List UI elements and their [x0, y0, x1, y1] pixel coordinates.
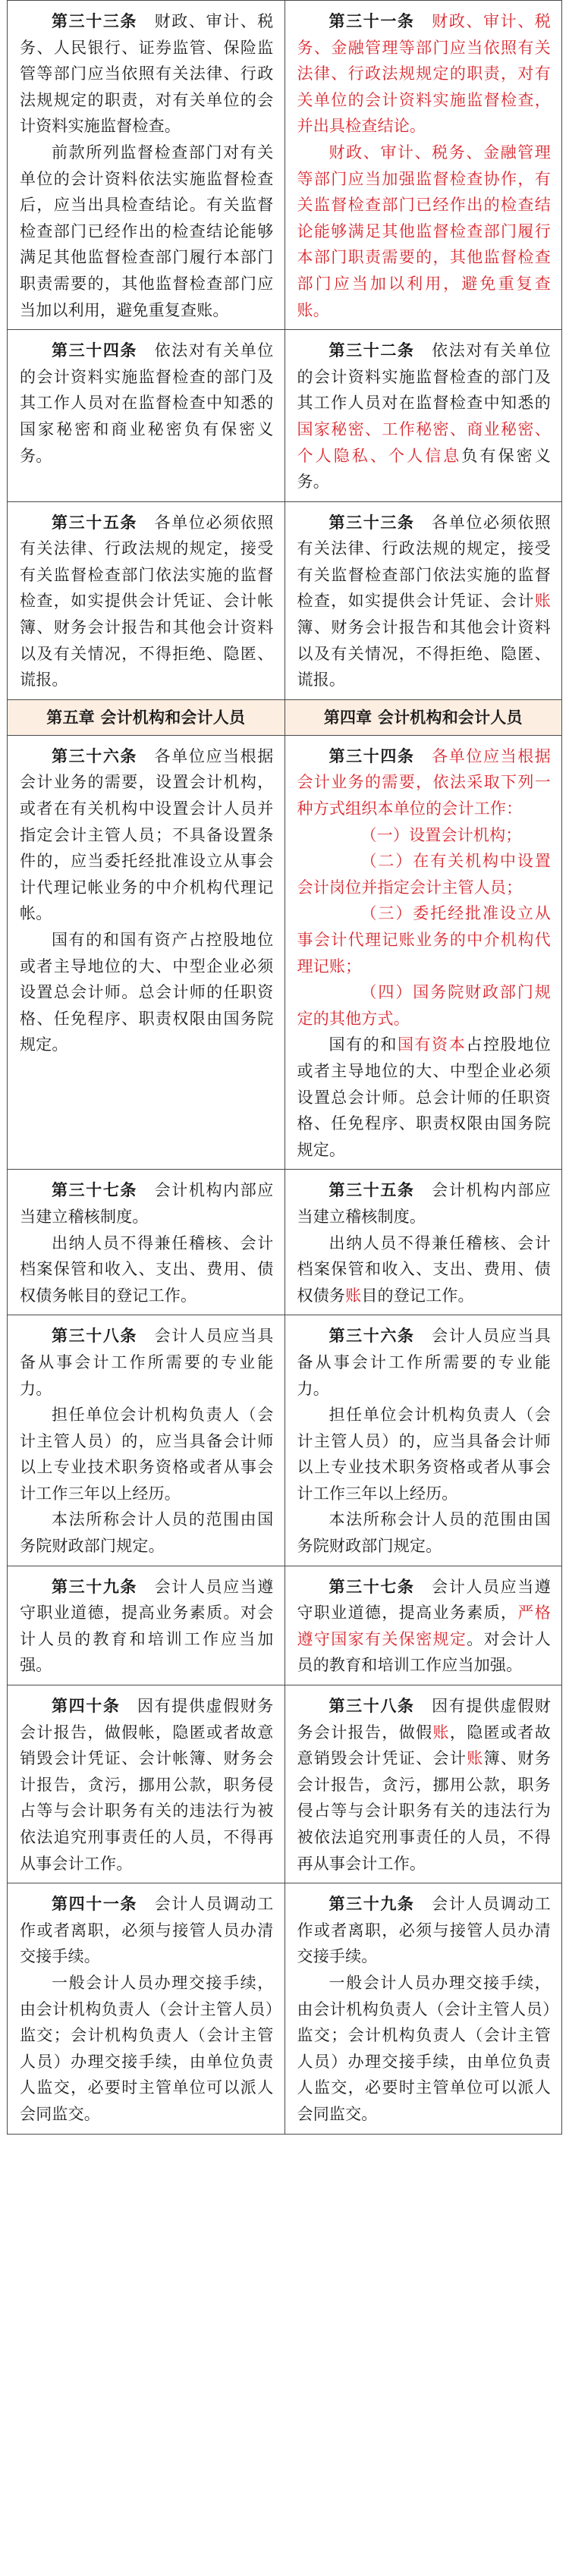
- new-law-cell: [284, 735, 562, 1170]
- amended-text: 账: [467, 1749, 484, 1768]
- clause-paragraph: [20, 1230, 274, 1309]
- article-number: 第四十条: [52, 1696, 121, 1716]
- amended-text: 账: [345, 1286, 362, 1305]
- clause-text: 国有的和国有资产占控股地位或者主导地位的大、中型企业必须设置总会计师。总会计师的任职资格、任免程序、职责权限由国务院规定。: [20, 931, 274, 1054]
- clause-text: 会计人员应当遵守职业道德，提高业务素质。对会计人员的教育和培训工作应当加强。: [20, 1577, 274, 1675]
- old-law-cell: [8, 735, 285, 1170]
- table-row: [8, 501, 562, 699]
- article-number: 第三十四条: [52, 341, 138, 360]
- old-law-cell: [8, 1, 285, 330]
- clause-text: ，隐匿或者故意销毁会计凭证、会计: [297, 1723, 552, 1768]
- clause-paragraph: [20, 338, 274, 469]
- clause-paragraph: [20, 1402, 274, 1506]
- clause-paragraph: [20, 1891, 274, 1970]
- new-law-cell: [284, 1883, 562, 2134]
- clause-text: 担任单位会计机构负责人（会计主管人员）的，应当具备会计师以上专业技术职务资格或者从事会计工作三年以上经历。: [20, 1406, 274, 1503]
- clause-paragraph: [20, 1323, 274, 1402]
- article-number: 第三十八条: [329, 1696, 415, 1716]
- clause-paragraph: [297, 8, 552, 140]
- clause-text: 因有提供虚假财务会计报告，做假: [297, 1697, 552, 1742]
- old-law-cell: [8, 1170, 285, 1315]
- clause-paragraph: [297, 1402, 552, 1506]
- clause-paragraph: [297, 979, 552, 1032]
- chapter-row: [8, 699, 562, 735]
- clause-text: 本法所称会计人员的范围由国务院财政部门规定。: [20, 1510, 274, 1556]
- table-row: [8, 1, 562, 330]
- clause-text: 各单位应当根据会计业务的需要，设置会计机构，或者在有关机构中设置会计人员并指定会计主管人员；不具备设置条件的，应当委托经批准设立从事会计代理记帐业务的中介机构代理记帐。: [20, 746, 274, 923]
- clause-text: 一般会计人员办理交接手续，由会计机构负责人（会计主管人员）监交；会计机构负责人（会计主管人员）办理交接手续，由单位负责人监交，必要时主管单位可以派人会同监交。: [297, 1973, 551, 2123]
- clause-text: 出纳人员不得兼任稽核、会计档案保管和收入、支出、费用、债权债务: [297, 1233, 551, 1305]
- clause-text: 出纳人员不得兼任稽核、会计档案保管和收入、支出、费用、债权债务帐目的登记工作。: [20, 1233, 274, 1305]
- clause-paragraph: [20, 510, 274, 693]
- clause-text: 会计人员应当具备从事会计工作所需要的专业能力。: [20, 1327, 274, 1398]
- clause-paragraph: [297, 1177, 552, 1230]
- new-law-cell: [284, 501, 562, 699]
- article-number: 第三十一条: [329, 11, 415, 30]
- clause-text: 会计人员调动工作或者离职，必须与接管人员办清交接手续。: [20, 1895, 274, 1966]
- article-number: 第三十七条: [329, 1576, 415, 1596]
- clause-paragraph: [20, 1693, 274, 1877]
- article-number: 第三十六条: [52, 746, 138, 765]
- clause-text: 担任单位会计机构负责人（会计主管人员）的，应当具备会计师以上专业技术职务资格或者从事会计工作三年以上经历。: [297, 1406, 551, 1503]
- new-law-cell: [284, 330, 562, 502]
- clause-paragraph: [297, 848, 552, 900]
- amended-text: （一）设置会计机构；: [360, 825, 522, 844]
- clause-text: 本法所称会计人员的范围由国务院财政部门规定。: [297, 1510, 551, 1556]
- clause-paragraph: [297, 1230, 552, 1309]
- article-number: 第三十八条: [52, 1326, 138, 1346]
- clause-text: 各单位必须依照有关法律、行政法规的规定，接受有关监督检查部门依法实施的监督检查，如实提供会计凭证、会计帐簿、财务会计报告和其他会计资料以及有关情况，不得拒绝、隐匿、谎报。: [20, 513, 274, 690]
- clause-text: 一般会计人员办理交接手续，由会计机构负责人（会计主管人员）监交；会计机构负责人（会计主管人员）办理交接手续，由单位负责人监交，必要时主管单位可以派人会同监交。: [20, 1973, 274, 2123]
- old-law-cell: [8, 1315, 285, 1566]
- clause-text: 国有的和: [329, 1035, 398, 1054]
- clause-paragraph: [20, 743, 274, 927]
- clause-paragraph: [297, 1032, 552, 1163]
- table-row: [8, 1315, 562, 1566]
- article-number: 第三十七条: [52, 1180, 138, 1200]
- article-number: 第三十三条: [329, 512, 415, 532]
- new-law-cell: [284, 1, 562, 330]
- article-number: 第三十四条: [329, 746, 415, 765]
- old-law-cell: [8, 501, 285, 699]
- old-law-cell: [8, 330, 285, 502]
- clause-text: 簿、财务会计报告和其他会计资料以及有关情况，不得拒绝、隐匿、谎报。: [297, 618, 551, 690]
- article-number: 第三十五条: [329, 1180, 415, 1200]
- table-row: [8, 1883, 562, 2134]
- clause-text: 占控股地位或者主导地位的大、中型企业必须设置总会计师。总会计师的任职资格、任免程序、职责权限由国务院规定。: [297, 1035, 551, 1159]
- clause-paragraph: [20, 1970, 274, 2128]
- article-number: 第三十九条: [329, 1894, 415, 1914]
- chapter-heading-row: [8, 699, 562, 735]
- clause-text: 。对会计人员的教育和培训工作应当加强。: [297, 1629, 552, 1675]
- new-law-cell: [284, 1170, 562, 1315]
- clause-paragraph: [20, 1177, 274, 1230]
- clause-text: 财政、审计、税务、人民银行、证券监管、保险监管等部门应当依照有关法律、行政法规规定的职责，对有关单位的会计资料实施监督检查。: [20, 12, 274, 136]
- amended-text: 国有资本: [397, 1035, 467, 1054]
- new-law-cell: [284, 1315, 562, 1566]
- clause-paragraph: [297, 1693, 552, 1877]
- article-number: 第三十六条: [329, 1326, 415, 1346]
- clause-paragraph: [297, 1574, 552, 1679]
- clause-text: 因有提供虚假财务会计报告，做假帐，隐匿或者故意销毁会计凭证、会计帐簿、财务会计报告，贪污，挪用公款，职务侵占等与会计职务有关的违法行为被依法追究刑事责任的人员，不得再从事会计工作。: [20, 1697, 274, 1873]
- clause-text: 会计机构内部应当建立稽核制度。: [20, 1181, 274, 1226]
- article-number: 第三十三条: [52, 11, 138, 30]
- clause-text: 簿、财务会计报告，贪污，挪用公款，职务侵占等与会计职务有关的违法行为被依法追究刑事责任的人员，不得再从事会计工作。: [297, 1749, 552, 1873]
- amended-text: （三）委托经批准设立从事会计代理记账业务的中介机构代理记账；: [297, 904, 551, 975]
- article-number: 第三十二条: [329, 341, 415, 360]
- clause-text: 依法对有关单位的会计资料实施监督检查的部门及其工作人员对在监督检查中知悉的: [297, 341, 552, 413]
- old-law-cell: [8, 1685, 285, 1883]
- old-law-cell: [8, 1566, 285, 1685]
- clause-text: 会计人员应当遵守职业道德，提高业务素质，: [297, 1577, 552, 1623]
- clause-text: 目的登记工作。: [361, 1286, 474, 1305]
- clause-paragraph: [20, 8, 274, 140]
- amended-text: 国家秘密、工作秘密、商业秘密、个人隐私、个人信息: [297, 419, 551, 465]
- clause-paragraph: [297, 1891, 552, 1970]
- article-number: 第三十五条: [52, 512, 138, 532]
- amended-text: 各单位应当根据会计业务的需要，依法采取下列一种方式组织本单位的会计工作：: [297, 746, 552, 818]
- old-law-cell: [8, 1883, 285, 2134]
- article-number: 第三十九条: [52, 1576, 138, 1596]
- law-comparison-table: [7, 0, 562, 2135]
- clause-text: 依法对有关单位的会计资料实施监督检查的部门及其工作人员对在监督检查中知悉的国家秘密和商业秘密负有保密义务。: [20, 341, 274, 465]
- table-row: [8, 1566, 562, 1685]
- clause-paragraph: [297, 900, 552, 979]
- article-number: 第四十一条: [52, 1894, 138, 1914]
- clause-paragraph: [297, 140, 552, 323]
- new-law-cell: [284, 1685, 562, 1883]
- new-law-cell: [284, 1566, 562, 1685]
- clause-text: 前款所列监督检查部门对有关单位的会计资料依法实施监督检查后，应当出具检查结论。有关监督检查部门已经作出的检查结论能够满足其他监督检查部门履行本部门职责需要的，其他监督检查部门应当加以利用，避免重复查账。: [20, 143, 274, 319]
- table-row: [8, 1170, 562, 1315]
- clause-text: 各单位必须依照有关法律、行政法规的规定，接受有关监督检查部门依法实施的监督检查，如实提供会计凭证、会计: [297, 513, 552, 611]
- amended-text: 账: [432, 1723, 450, 1742]
- table-row: [8, 330, 562, 502]
- clause-paragraph: [297, 338, 552, 495]
- clause-paragraph: [297, 743, 552, 822]
- clause-paragraph: [297, 822, 552, 849]
- clause-paragraph: [297, 1970, 552, 2128]
- clause-text: 会计人员调动工作或者离职，必须与接管人员办清交接手续。: [297, 1895, 552, 1966]
- amended-text: 账: [534, 592, 551, 611]
- amended-text: （四）国务院财政部门规定的其他方式。: [297, 983, 551, 1028]
- table-section-chapter-five: [8, 735, 562, 2134]
- table-section-chapter-four: [8, 1, 562, 700]
- clause-paragraph: [20, 1506, 274, 1559]
- amended-text: 财政、审计、税务、金融管理等部门应当依照有关法律、行政法规规定的职责，对有关单位的会计资料实施监督检查，并出具检查结论。: [297, 12, 552, 136]
- clause-text: 会计人员应当具备从事会计工作所需要的专业能力。: [297, 1327, 552, 1398]
- chapter-title-old: 第五章 会计机构和会计人员: [8, 699, 285, 735]
- clause-paragraph: [20, 1574, 274, 1679]
- amended-text: 严格遵守国家有关保密规定: [297, 1604, 551, 1648]
- table-row: [8, 1685, 562, 1883]
- chapter-title-new: 第四章 会计机构和会计人员: [284, 699, 562, 735]
- clause-paragraph: [297, 510, 552, 693]
- table-row: [8, 735, 562, 1170]
- amended-text: 财政、审计、税务、金融管理等部门应当加强监督检查协作，有关监督检查部门已经作出的检查结论能够满足其他监督检查部门履行本部门职责需要的，其他监督检查部门应当加以利用，避免重复查账。: [297, 143, 551, 319]
- clause-text: 负有保密义务。: [297, 446, 551, 492]
- clause-paragraph: [20, 927, 274, 1058]
- clause-paragraph: [297, 1506, 552, 1559]
- clause-paragraph: [20, 140, 274, 323]
- clause-paragraph: [297, 1323, 552, 1402]
- clause-text: 会计机构内部应当建立稽核制度。: [297, 1181, 552, 1226]
- amended-text: （二）在有关机构中设置会计岗位并指定会计主管人员；: [297, 852, 551, 897]
